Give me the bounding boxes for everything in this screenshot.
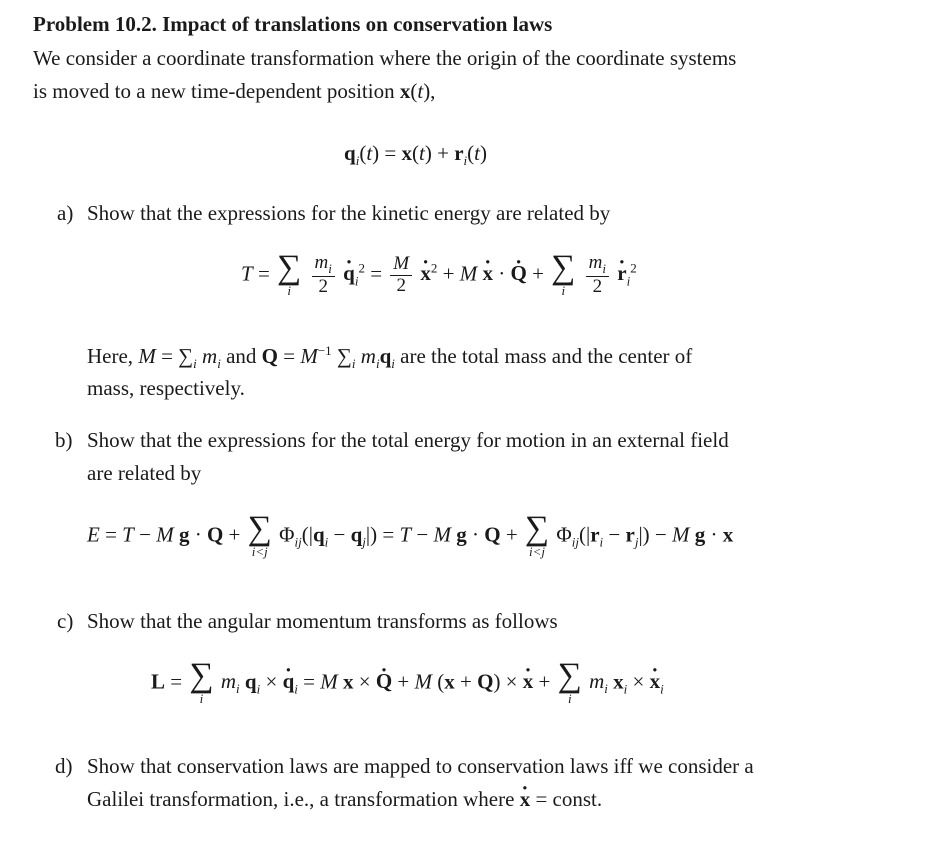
equation-c: L = ∑ i $m_i$ $q_i \times q \cdot_i = M$ x × Q · + M (x + Q) × x · + ∑ i $m_i$ $x_i \times x \cdot_i$ [151, 661, 664, 706]
equation-b: E = T − M g · Q + ∑ i<j $\Phi_{ij}(|q_i - q_j|) = T - M$ g · Q + ∑ i<j $\Phi_{ij}(|r_i - r_j|) - M$ g · x [87, 510, 734, 559]
part-b-label: b) [55, 428, 73, 452]
part-d-text-line-2: Galilei transformation, i.e., a transformation where x · = const. [87, 789, 602, 810]
equation-a: T = ∑ i $\frac{m_i}{2}$ $q \cdot_i^2$ = $\frac{M}{2}$ x ·$^2$ + M x · · Q · + ∑ i $\frac{m_i}{2}$ $r \cdot_i^2$ [241, 253, 637, 298]
part-a-label: a) [57, 201, 74, 225]
part-b-text-line-1: Show that the expressions for the total energy for motion in an external field [87, 428, 729, 452]
part-d-label: d) [55, 754, 73, 778]
part-a-note-line-2: mass, respectively. [87, 376, 245, 400]
intro-line-1: We consider a coordinate transformation where the origin of the coordinate systems [33, 46, 737, 70]
part-d-text-line-1: Show that conservation laws are mapped to conservation laws iff we consider a [87, 754, 754, 778]
part-c-label: c) [57, 609, 74, 633]
intro-position-symbol: x(t), [399, 79, 436, 103]
intro-line-2 [33, 81, 435, 102]
part-c-text: Show that the angular momentum transforms as follows [87, 609, 558, 633]
part-b-text-line-2: are related by [87, 461, 202, 485]
intro-line-2-text: is moved to a new time-dependent position [33, 79, 400, 103]
part-a-note-line-1: Here, $M = \sum_i$ $m_i$ and $Q = M^{-1}$ $\sum_i$ $m_iq_i$ are the total mass and the center of [87, 343, 693, 372]
part-a-text: Show that the expressions for the kinetic energy are related by [87, 201, 611, 225]
problem-title: Problem 10.2. Impact of translations on conservation laws [33, 12, 553, 36]
equation-main: $q_i(t) = x(t) + r_i(t)$ [344, 141, 487, 169]
